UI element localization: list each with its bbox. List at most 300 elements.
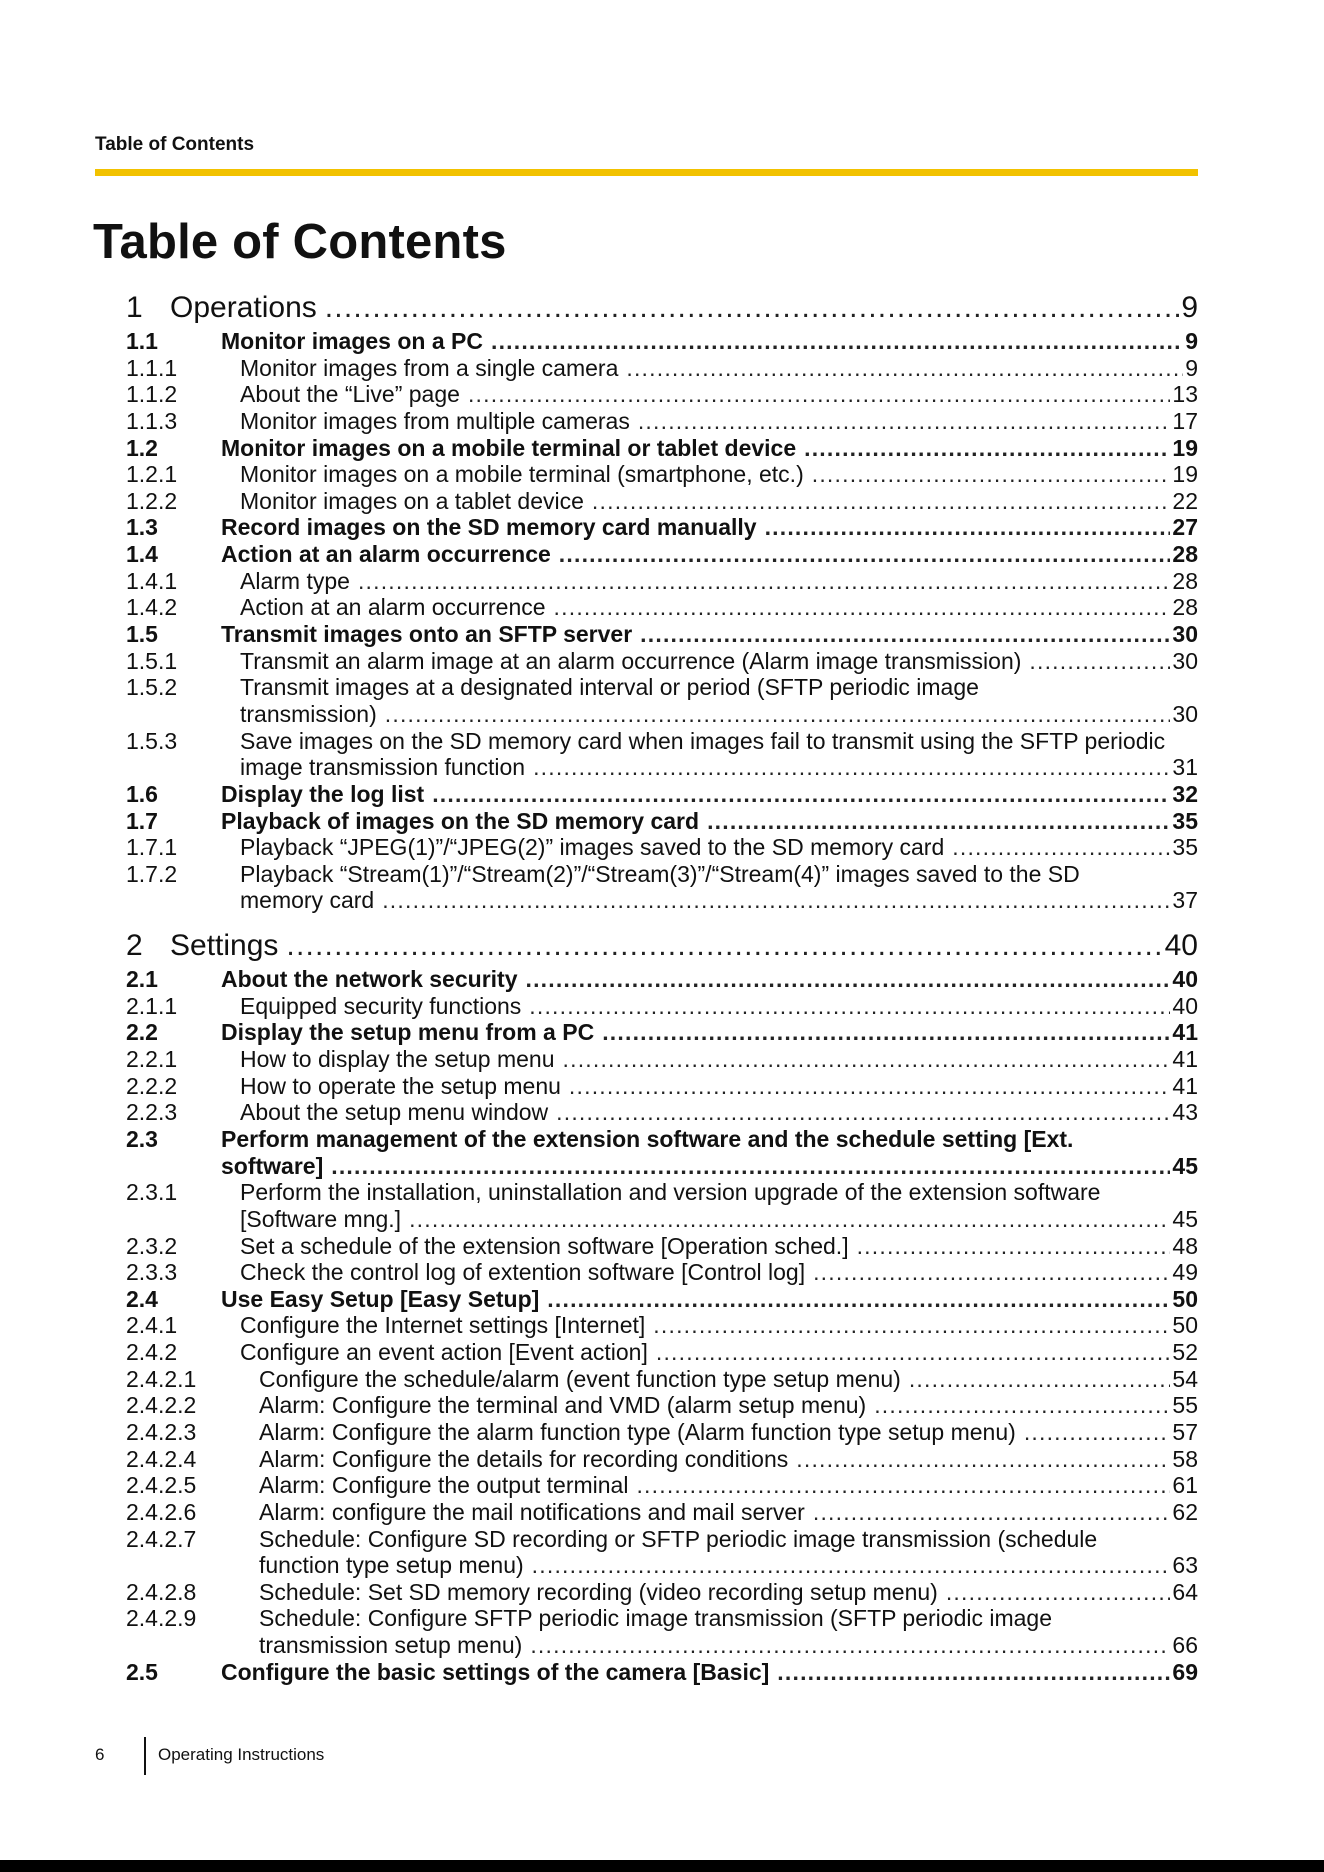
entry-text-row xyxy=(240,1099,1198,1126)
entry-body xyxy=(221,1286,1198,1313)
entry-text-row xyxy=(221,435,1198,462)
entry-page-number: 40 xyxy=(1172,966,1198,993)
entry-number: 2.4.2.1 xyxy=(126,1365,197,1392)
entry-number xyxy=(126,701,221,728)
toc-entry[interactable] xyxy=(126,1605,1198,1658)
toc-entry-line xyxy=(126,1366,1198,1393)
entry-title: Alarm: Configure the details for recording conditions xyxy=(259,1445,789,1472)
toc-entry[interactable] xyxy=(126,1179,1198,1232)
entry-title: Record images on the SD memory card manually xyxy=(221,514,757,541)
entry-number: 1.2.2 xyxy=(126,487,178,514)
entry-title: Transmit an alarm image at an alarm occurrence (Alarm image transmission) xyxy=(240,647,1022,674)
entry-number: 2.4.2.3 xyxy=(126,1418,197,1445)
entry-number: 2.3.1 xyxy=(126,1179,178,1206)
entry-body xyxy=(221,1259,1198,1286)
entry-number: 1.1.1 xyxy=(126,354,178,381)
entry-number: 2.4.2.7 xyxy=(126,1525,197,1552)
entry-page-number: 9 xyxy=(1185,328,1198,354)
entry-number: 2.2.1 xyxy=(126,1046,178,1073)
toc-entry-line xyxy=(126,808,1198,835)
toc-entry[interactable] xyxy=(126,1446,1198,1473)
entry-number: 2.4 xyxy=(126,1285,158,1312)
entry-text-row xyxy=(259,1499,1198,1526)
entry-text-row xyxy=(259,1552,1198,1579)
entry-number: 1.4.1 xyxy=(126,567,178,594)
toc-entry-line xyxy=(126,1339,1198,1366)
entry-number: 1.7.2 xyxy=(126,860,178,887)
entry-text-row xyxy=(240,701,1198,728)
entry-title: Action at an alarm occurrence xyxy=(240,594,546,621)
toc-entry-line xyxy=(126,861,1198,888)
entry-title: Alarm: Configure the terminal and VMD (alarm setup menu) xyxy=(259,1392,867,1419)
toc-entry[interactable] xyxy=(126,861,1198,914)
entry-text-row xyxy=(240,834,1198,861)
toc-entry-line xyxy=(126,1605,1198,1632)
entry-body xyxy=(221,568,1198,595)
entry-number: 2.4.2.9 xyxy=(126,1605,197,1632)
entry-title: Action at an alarm occurrence xyxy=(221,541,551,568)
chapter-number: 2 xyxy=(126,929,143,963)
entry-title: Display the setup menu from a PC xyxy=(221,1019,595,1046)
entry-page-number: 30 xyxy=(1172,700,1198,727)
entry-text-row xyxy=(259,1632,1198,1659)
entry-title: Alarm: configure the mail notifications and mail server xyxy=(259,1498,805,1525)
entry-text-row xyxy=(240,1233,1198,1260)
toc-entry[interactable] xyxy=(126,1339,1198,1366)
entry-page-number: 28 xyxy=(1172,594,1198,621)
toc-entry[interactable] xyxy=(126,1392,1198,1419)
entry-text-row xyxy=(240,887,1198,914)
entry-text-row xyxy=(240,1206,1198,1233)
toc-entry-line xyxy=(126,1286,1198,1313)
toc-chapter-2[interactable] xyxy=(126,925,1198,966)
chapter-page-number: 40 xyxy=(1164,929,1198,963)
entry-number xyxy=(126,1153,221,1180)
dot-leader xyxy=(874,1392,1170,1419)
dot-leader xyxy=(765,514,1171,541)
dot-leader xyxy=(563,1046,1171,1073)
entry-page-number: 31 xyxy=(1172,754,1198,781)
entry-number: 1.1.3 xyxy=(126,407,178,434)
entry-body xyxy=(221,1233,1198,1260)
entry-text-row xyxy=(259,1419,1198,1446)
toc-entry-line xyxy=(126,621,1198,648)
entry-text-row xyxy=(240,1259,1198,1286)
entry-title: How to operate the setup menu xyxy=(240,1072,561,1099)
entry-body xyxy=(221,381,1198,408)
toc-entry[interactable] xyxy=(126,1233,1198,1260)
toc-entry[interactable] xyxy=(126,355,1198,382)
entry-text-row xyxy=(221,1153,1198,1180)
dot-leader xyxy=(909,1366,1171,1393)
entry-body xyxy=(221,488,1198,515)
entry-text-row xyxy=(221,328,1198,355)
entry-number: 1.5.1 xyxy=(126,647,178,674)
dot-leader xyxy=(592,488,1170,515)
toc-entry-continuation xyxy=(126,1632,1198,1659)
entry-page-number: 48 xyxy=(1172,1232,1198,1259)
entry-page-number: 19 xyxy=(1172,434,1198,461)
toc-entry-line xyxy=(126,514,1198,541)
toc-entry-line xyxy=(126,1259,1198,1286)
entry-title: About the network security xyxy=(221,966,518,993)
entry-number: 2.4.2.5 xyxy=(126,1472,197,1499)
entry-title: memory card xyxy=(240,887,375,914)
toc-entry[interactable] xyxy=(126,1659,1198,1686)
entry-title: Equipped security functions xyxy=(240,992,522,1019)
entry-title: transmission setup menu) xyxy=(259,1632,523,1659)
entry-body xyxy=(221,1099,1198,1126)
toc-entry-line xyxy=(126,568,1198,595)
dot-leader xyxy=(640,621,1170,648)
dot-leader xyxy=(707,808,1170,835)
entry-title: Alarm: Configure the alarm function type (Alarm function type setup menu) xyxy=(259,1418,1016,1445)
toc-entry-line xyxy=(126,674,1198,701)
entry-body xyxy=(221,355,1198,382)
entry-number: 1.2.1 xyxy=(126,461,178,488)
entry-number: 1.5 xyxy=(126,621,158,648)
entry-number: 1.7 xyxy=(126,807,158,834)
toc-entry[interactable] xyxy=(126,674,1198,727)
entry-text-row xyxy=(221,1019,1198,1046)
entry-page-number: 64 xyxy=(1172,1578,1198,1605)
toc-entry[interactable] xyxy=(126,514,1198,541)
entry-body xyxy=(221,1579,1198,1606)
entry-text-row xyxy=(221,966,1198,993)
dot-leader xyxy=(331,1153,1170,1180)
entry-number: 1.1 xyxy=(126,328,158,354)
toc-entry[interactable] xyxy=(126,568,1198,595)
entry-body xyxy=(221,461,1198,488)
entry-title: Alarm: Configure the output terminal xyxy=(259,1472,629,1499)
entry-body xyxy=(221,1206,1198,1233)
entry-text-row xyxy=(259,1366,1198,1393)
entry-body xyxy=(221,1446,1198,1473)
entry-number: 2.4.1 xyxy=(126,1312,178,1339)
entry-body xyxy=(221,1019,1198,1046)
entry-page-number: 40 xyxy=(1172,992,1198,1019)
entry-page-number: 62 xyxy=(1172,1498,1198,1525)
dot-leader xyxy=(559,541,1171,568)
toc-entry-line xyxy=(126,1312,1198,1339)
toc-entry-line xyxy=(126,1179,1198,1206)
dot-leader xyxy=(468,381,1170,408)
entry-title: About the “Live” page xyxy=(240,381,460,408)
entry-text-row xyxy=(240,568,1198,595)
dot-leader xyxy=(653,1312,1170,1339)
dot-leader xyxy=(812,461,1171,488)
entry-title: Perform management of the extension software and the schedule setting [Ext. xyxy=(221,1125,1074,1152)
entry-number: 1.2 xyxy=(126,434,158,461)
entry-text-row xyxy=(240,1312,1198,1339)
entry-title: Transmit images onto an SFTP server xyxy=(221,621,633,648)
toc-entry[interactable] xyxy=(126,1259,1198,1286)
dot-leader xyxy=(636,1472,1170,1499)
entry-page-number: 45 xyxy=(1172,1152,1198,1179)
entry-number: 2.4.2.2 xyxy=(126,1392,197,1419)
toc-entry[interactable] xyxy=(126,1472,1198,1499)
entry-number: 2.4.2.6 xyxy=(126,1498,197,1525)
entry-body xyxy=(221,1552,1198,1579)
entry-text-row xyxy=(240,728,1198,755)
toc-entry[interactable] xyxy=(126,594,1198,621)
toc-entry[interactable] xyxy=(126,1419,1198,1446)
entry-text-row xyxy=(240,1046,1198,1073)
entry-number: 2.5 xyxy=(126,1658,158,1685)
entry-text-row xyxy=(240,993,1198,1020)
toc-entry-line xyxy=(126,1073,1198,1100)
toc-entry-line xyxy=(126,1392,1198,1419)
footer-page-number: 6 xyxy=(95,1745,105,1764)
toc-entry[interactable] xyxy=(126,834,1198,861)
entry-number: 1.3 xyxy=(126,514,158,541)
entry-body xyxy=(221,966,1198,993)
entry-title: Configure the Internet settings [Internet] xyxy=(240,1312,646,1339)
entry-text-row xyxy=(240,861,1198,888)
toc-entry[interactable] xyxy=(126,1526,1198,1579)
entry-body xyxy=(221,1366,1198,1393)
dot-leader xyxy=(1029,648,1170,675)
entry-number: 2.4.2 xyxy=(126,1339,178,1366)
entry-title: Configure the basic settings of the camera [Basic] xyxy=(221,1658,770,1685)
toc-entry-line xyxy=(126,461,1198,488)
entry-number xyxy=(126,1632,221,1659)
toc-entry-continuation xyxy=(126,1206,1198,1233)
dot-leader xyxy=(554,594,1171,621)
toc-entry[interactable] xyxy=(126,728,1198,781)
entry-text-row xyxy=(221,1659,1198,1686)
toc-entry[interactable] xyxy=(126,1366,1198,1393)
entry-text-row xyxy=(221,541,1198,568)
entry-number: 2.2 xyxy=(126,1019,158,1046)
entry-title: Monitor images on a mobile terminal or tablet device xyxy=(221,434,797,461)
toc-entry-continuation xyxy=(126,1153,1198,1180)
entry-title: function type setup menu) xyxy=(259,1552,524,1579)
dot-leader xyxy=(556,1099,1170,1126)
bottom-edge-strip xyxy=(0,1860,1324,1872)
toc-entry[interactable] xyxy=(126,648,1198,675)
entry-number: 2.2.3 xyxy=(126,1099,178,1126)
entry-page-number: 35 xyxy=(1172,807,1198,834)
toc-entry[interactable] xyxy=(126,408,1198,435)
toc-entry-line xyxy=(126,1099,1198,1126)
entry-title: Playback “Stream(1)”/“Stream(2)”/“Stream(3)”/“Stream(4)” images saved to the SD xyxy=(240,860,1080,887)
entry-body xyxy=(221,808,1198,835)
entry-page-number: 49 xyxy=(1172,1259,1198,1286)
dot-leader xyxy=(857,1233,1171,1260)
toc-entry[interactable] xyxy=(126,435,1198,462)
entry-page-number: 37 xyxy=(1172,887,1198,914)
entry-text-row xyxy=(240,594,1198,621)
entry-text-row xyxy=(259,1526,1198,1553)
entry-page-number: 58 xyxy=(1172,1445,1198,1472)
toc-entry[interactable] xyxy=(126,541,1198,568)
entry-page-number: 9 xyxy=(1185,354,1198,381)
entry-body xyxy=(221,993,1198,1020)
entry-page-number: 30 xyxy=(1172,621,1198,648)
toc-entry-line xyxy=(126,328,1198,355)
entry-body xyxy=(221,1046,1198,1073)
toc-entry[interactable] xyxy=(126,1099,1198,1126)
entry-number: 1.6 xyxy=(126,780,158,807)
entry-text-row xyxy=(240,1179,1198,1206)
toc-entry[interactable] xyxy=(126,1286,1198,1313)
entry-page-number: 41 xyxy=(1172,1019,1198,1046)
entry-title: Perform the installation, uninstallation and version upgrade of the extension software xyxy=(240,1179,1101,1206)
toc-entry-line xyxy=(126,648,1198,675)
toc-entry-line xyxy=(126,435,1198,462)
entry-body xyxy=(221,621,1198,648)
entry-body xyxy=(221,701,1198,728)
dot-leader xyxy=(777,1659,1170,1686)
toc-chapter-1[interactable] xyxy=(126,287,1198,328)
entry-number xyxy=(126,887,221,914)
entry-title: transmission) xyxy=(240,700,377,727)
toc-entry[interactable] xyxy=(126,488,1198,515)
toc-entry-line xyxy=(126,966,1198,993)
entry-title: Monitor images from multiple cameras xyxy=(240,407,630,434)
entry-body xyxy=(221,861,1198,888)
entry-body xyxy=(221,1499,1198,1526)
entry-title: Configure the schedule/alarm (event function type setup menu) xyxy=(259,1365,901,1392)
toc-entry-line xyxy=(126,1499,1198,1526)
entry-title: Schedule: Configure SD recording or SFTP periodic image transmission (schedule xyxy=(259,1525,1098,1552)
entry-page-number: 57 xyxy=(1172,1418,1198,1445)
entry-page-number: 22 xyxy=(1172,487,1198,514)
dot-leader xyxy=(547,1286,1170,1313)
toc-entry-line xyxy=(126,834,1198,861)
toc-entry[interactable] xyxy=(126,328,1198,355)
dot-leader xyxy=(813,1499,1171,1526)
entry-number: 2.3 xyxy=(126,1125,158,1152)
entry-title: Monitor images on a PC xyxy=(221,328,483,354)
toc-entry[interactable] xyxy=(126,381,1198,408)
entry-number: 2.3.2 xyxy=(126,1232,178,1259)
toc-entry[interactable] xyxy=(126,1579,1198,1606)
dot-leader xyxy=(946,1579,1171,1606)
entry-title: Save images on the SD memory card when images fail to transmit using the SFTP periodic xyxy=(240,727,1166,754)
toc-entry[interactable] xyxy=(126,1046,1198,1073)
entry-body xyxy=(221,781,1198,808)
entry-text-row xyxy=(240,355,1198,382)
entry-title: Display the log list xyxy=(221,780,425,807)
entry-body xyxy=(221,1073,1198,1100)
dot-leader xyxy=(1024,1419,1171,1446)
entry-title: Configure an event action [Event action] xyxy=(240,1339,648,1366)
running-header: Table of Contents xyxy=(95,134,255,155)
toc-entry[interactable] xyxy=(126,1126,1198,1179)
toc-entry-line xyxy=(126,594,1198,621)
toc-entry-continuation xyxy=(126,887,1198,914)
table-of-contents xyxy=(126,283,1198,1685)
toc-entry-line xyxy=(126,488,1198,515)
entry-text-row xyxy=(221,1286,1198,1313)
toc-entry[interactable] xyxy=(126,1019,1198,1046)
dot-leader xyxy=(796,1446,1170,1473)
entry-page-number: 63 xyxy=(1172,1552,1198,1579)
entry-title: Playback of images on the SD memory card xyxy=(221,807,700,834)
entry-number: 1.7.1 xyxy=(126,834,178,861)
dot-leader xyxy=(530,1632,1170,1659)
toc-entry-line xyxy=(126,728,1198,755)
entry-page-number: 13 xyxy=(1172,381,1198,408)
dot-leader xyxy=(385,701,1171,728)
toc-entry[interactable] xyxy=(126,1312,1198,1339)
entry-body xyxy=(221,1605,1198,1632)
toc-entry[interactable] xyxy=(126,461,1198,488)
toc-entry-continuation xyxy=(126,1552,1198,1579)
entry-page-number: 41 xyxy=(1172,1046,1198,1073)
toc-entry-line xyxy=(126,1419,1198,1446)
toc-entry[interactable] xyxy=(126,808,1198,835)
toc-entry[interactable] xyxy=(126,1499,1198,1526)
entry-page-number: 61 xyxy=(1172,1472,1198,1499)
dot-leader xyxy=(626,355,1183,382)
dot-leader xyxy=(952,834,1170,861)
entry-page-number: 54 xyxy=(1172,1365,1198,1392)
toc-entry[interactable] xyxy=(126,1073,1198,1100)
entry-title: Transmit images at a designated interval or period (SFTP periodic image xyxy=(240,674,979,701)
entry-page-number: 32 xyxy=(1172,780,1198,807)
entry-number xyxy=(126,754,221,781)
toc-entry-line xyxy=(126,1472,1198,1499)
entry-text-row xyxy=(240,381,1198,408)
entry-body xyxy=(221,1312,1198,1339)
toc-entry[interactable] xyxy=(126,966,1198,993)
page-title: Table of Contents xyxy=(93,215,507,269)
entry-body xyxy=(221,1153,1198,1180)
entry-number: 1.1.2 xyxy=(126,381,178,408)
chapter-title: Settings xyxy=(170,929,279,963)
dot-leader xyxy=(638,408,1171,435)
entry-body xyxy=(221,1392,1198,1419)
toc-entry-line xyxy=(126,541,1198,568)
entry-text-row xyxy=(240,1339,1198,1366)
dot-leader xyxy=(382,887,1170,914)
toc-entry-line xyxy=(126,1046,1198,1073)
entry-body xyxy=(221,594,1198,621)
entry-title: How to display the setup menu xyxy=(240,1046,555,1073)
entry-body xyxy=(221,1526,1198,1553)
entry-body xyxy=(221,1339,1198,1366)
entry-number: 2.4.2.8 xyxy=(126,1578,197,1605)
entry-body xyxy=(221,541,1198,568)
toc-entry[interactable] xyxy=(126,621,1198,648)
dot-leader xyxy=(491,328,1183,355)
dot-leader xyxy=(286,925,1162,966)
entry-title: Check the control log of extention software [Control log] xyxy=(240,1259,806,1286)
entry-title: image transmission function xyxy=(240,754,526,781)
dot-leader xyxy=(325,287,1180,328)
entry-number: 2.1.1 xyxy=(126,992,178,1019)
header-rule xyxy=(95,169,1198,176)
toc-entry[interactable] xyxy=(126,993,1198,1020)
dot-leader xyxy=(529,993,1170,1020)
entry-text-row xyxy=(259,1472,1198,1499)
entry-title: Set a schedule of the extension software [Operation sched.] xyxy=(240,1232,849,1259)
entry-text-row xyxy=(221,621,1198,648)
entry-title: Playback “JPEG(1)”/“JPEG(2)” images saved to the SD memory card xyxy=(240,834,945,861)
entry-title: software] xyxy=(221,1152,324,1179)
toc-entry[interactable] xyxy=(126,781,1198,808)
entry-number xyxy=(126,1552,221,1579)
toc-entry-line xyxy=(126,1526,1198,1553)
footer-divider xyxy=(144,1737,146,1775)
entry-text-row xyxy=(240,648,1198,675)
entry-page-number: 19 xyxy=(1172,461,1198,488)
toc-entry-line xyxy=(126,1579,1198,1606)
entry-text-row xyxy=(221,781,1198,808)
